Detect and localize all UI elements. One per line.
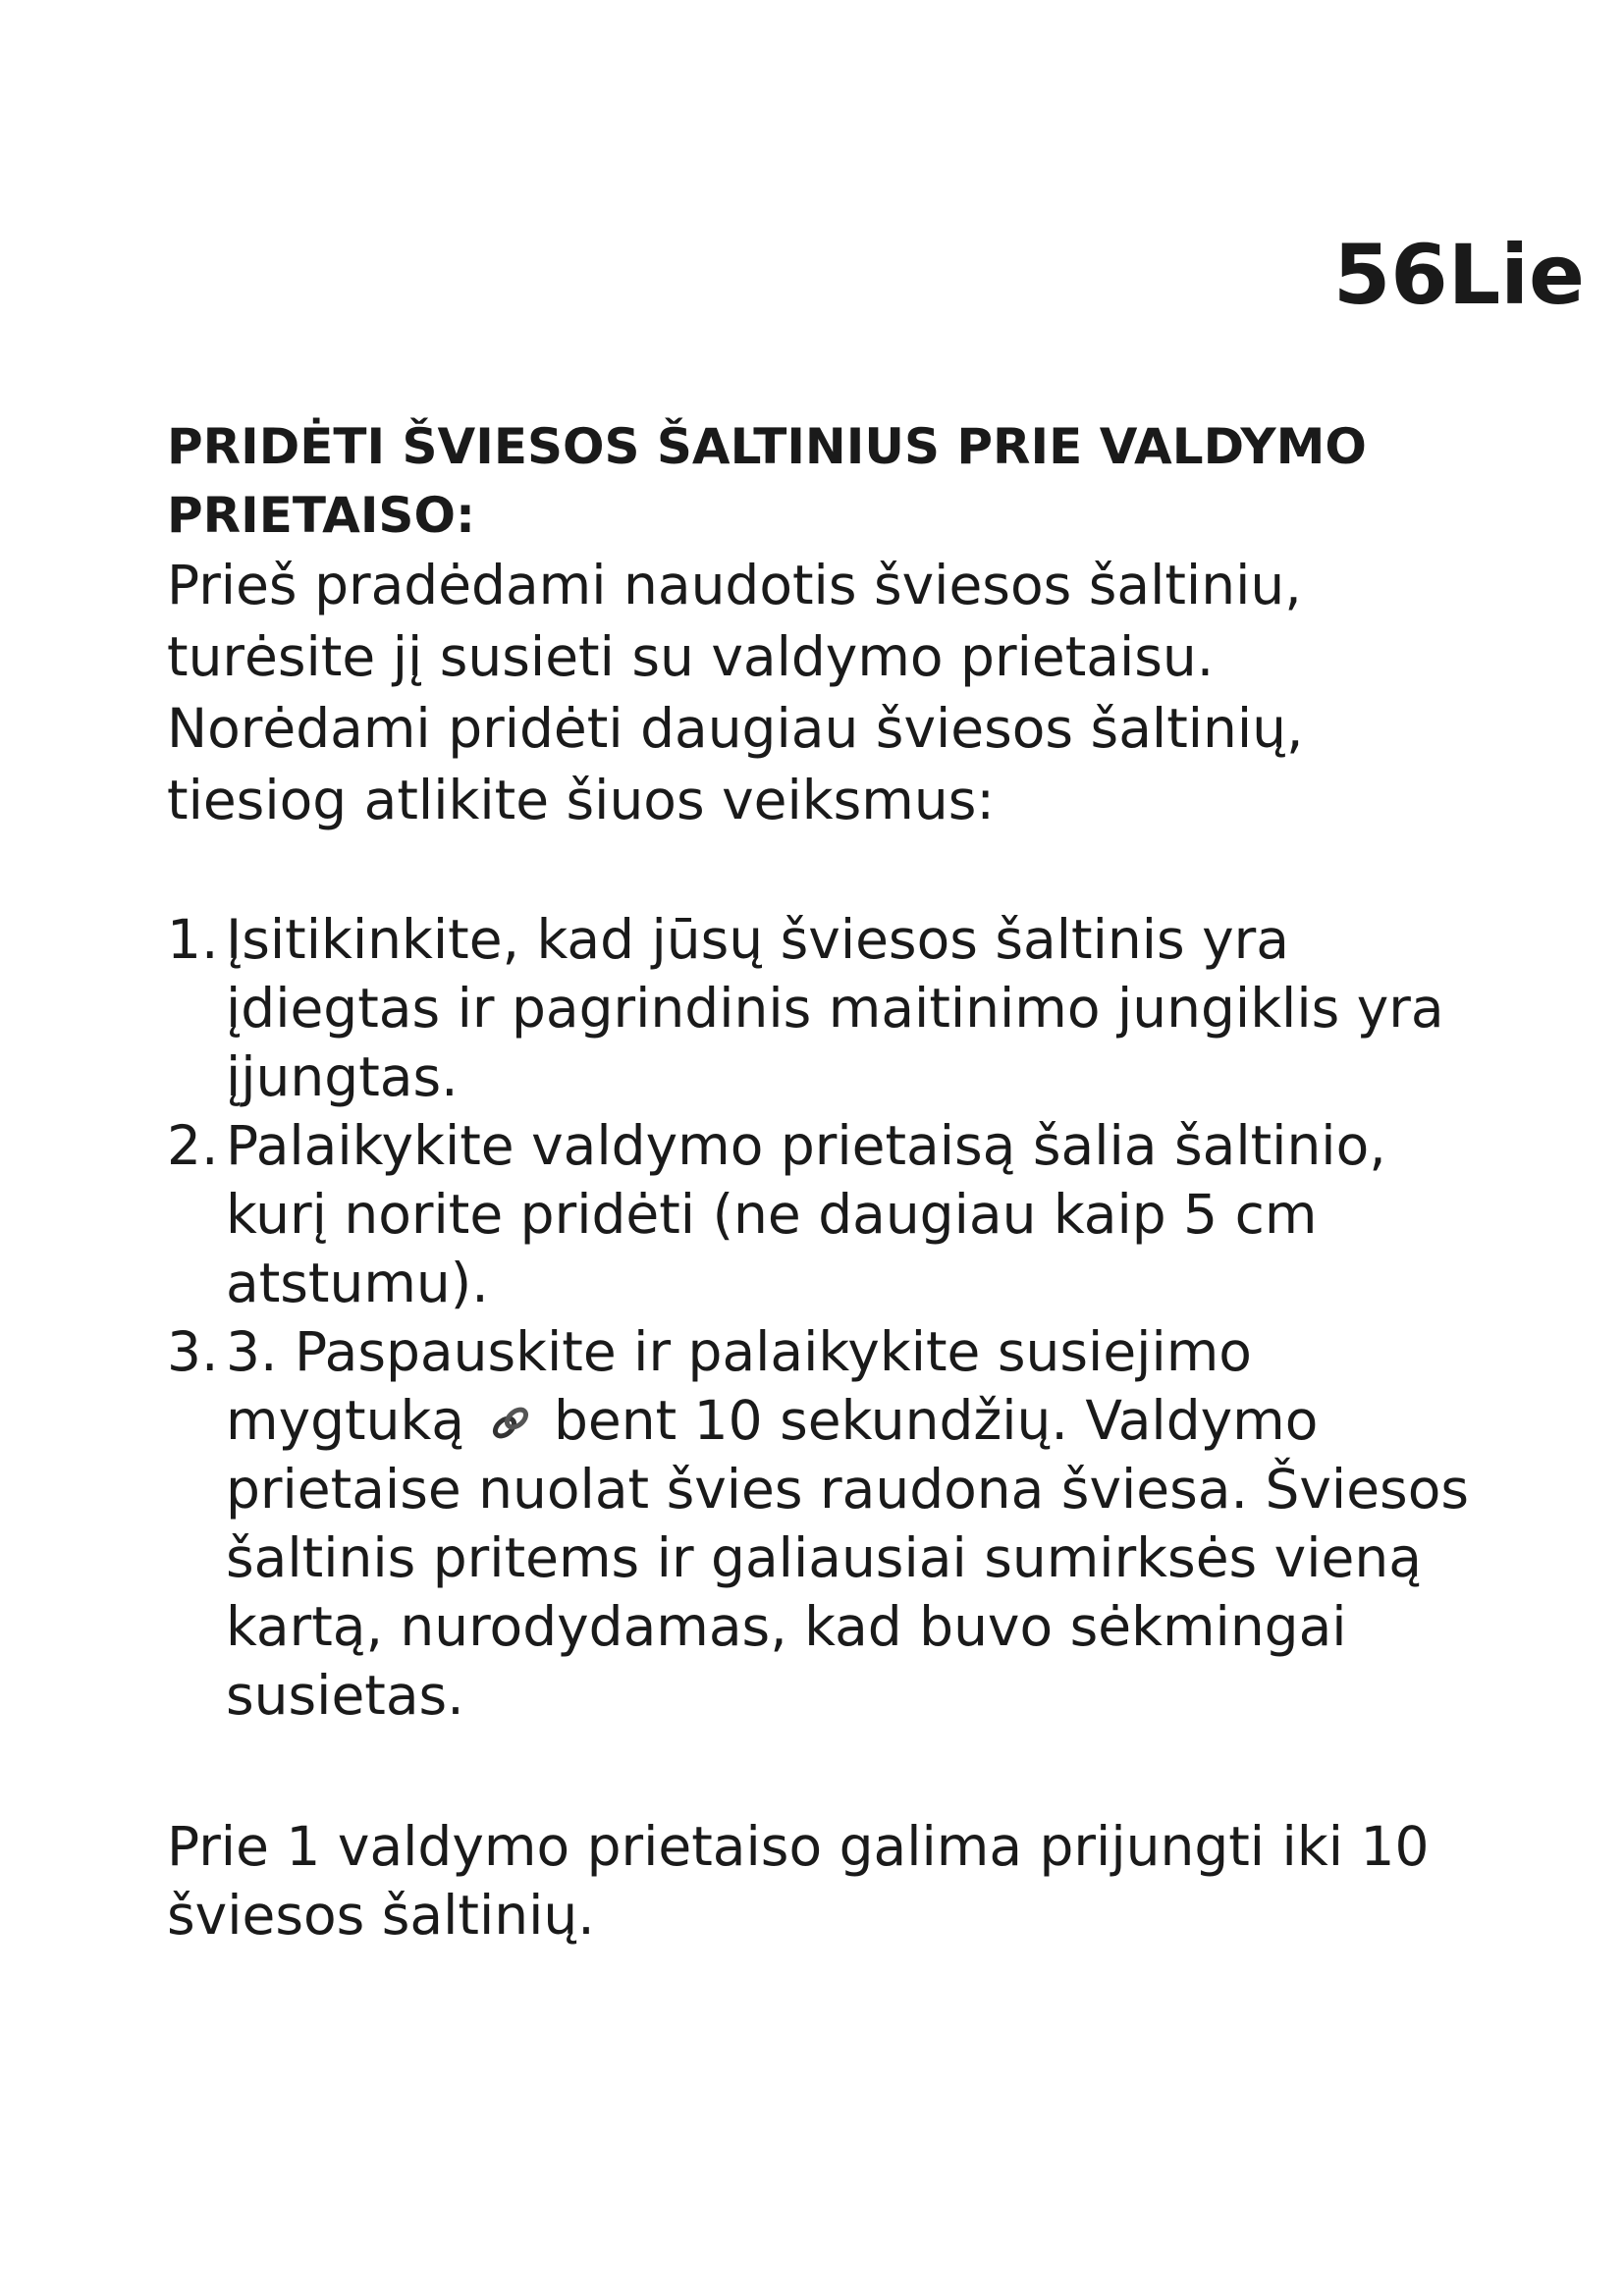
step-text-before-icon: 3. Paspauskite ir palaikykite susiejimo mygtuką bbox=[226, 1320, 1252, 1452]
step-item bbox=[167, 905, 1483, 1111]
step-item bbox=[167, 1317, 1483, 1730]
step-number: 2. bbox=[167, 1114, 219, 1177]
steps-list bbox=[167, 905, 1483, 1730]
link-icon bbox=[488, 1390, 533, 1429]
step-number: 3. bbox=[167, 1320, 219, 1383]
document-content bbox=[167, 412, 1483, 1949]
step-text: Palaikykite valdymo prietaisą šalia šaltinio, kurį norite pridėti (ne daugiau kaip 5 cm atstumu). bbox=[226, 1114, 1386, 1314]
step-item bbox=[167, 1111, 1483, 1317]
step-text-after-icon: bent 10 sekundžių. Valdymo prietaise nuolat švies raudona šviesa. Šviesos šaltinis pritems ir galiausiai sumirksės vieną kartą, nurodydamas, kad buvo sėkmingai susietas. bbox=[226, 1389, 1469, 1727]
footer-note: Prie 1 valdymo prietaiso galima prijungti iki 10 šviesos šaltinių. bbox=[167, 1815, 1430, 1947]
step-text: Įsitikinkite, kad jūsų šviesos šaltinis yra įdiegtas ir pagrindinis maitinimo jungiklis yra įjungtas. bbox=[226, 908, 1444, 1108]
section-title: PRIDĖTI ŠVIESOS ŠALTINIUS PRIE VALDYMO PRIETAISO: bbox=[167, 418, 1367, 544]
page-number-label: 56Lie bbox=[1332, 227, 1585, 323]
section-intro: Prieš pradėdami naudotis šviesos šaltiniu, turėsite jį susieti su valdymo prietaisu. Norėdami pridėti daugiau šviesos šaltinių, tiesiog atlikite šiuos veiksmus: bbox=[167, 554, 1304, 831]
step-number: 1. bbox=[167, 908, 219, 971]
